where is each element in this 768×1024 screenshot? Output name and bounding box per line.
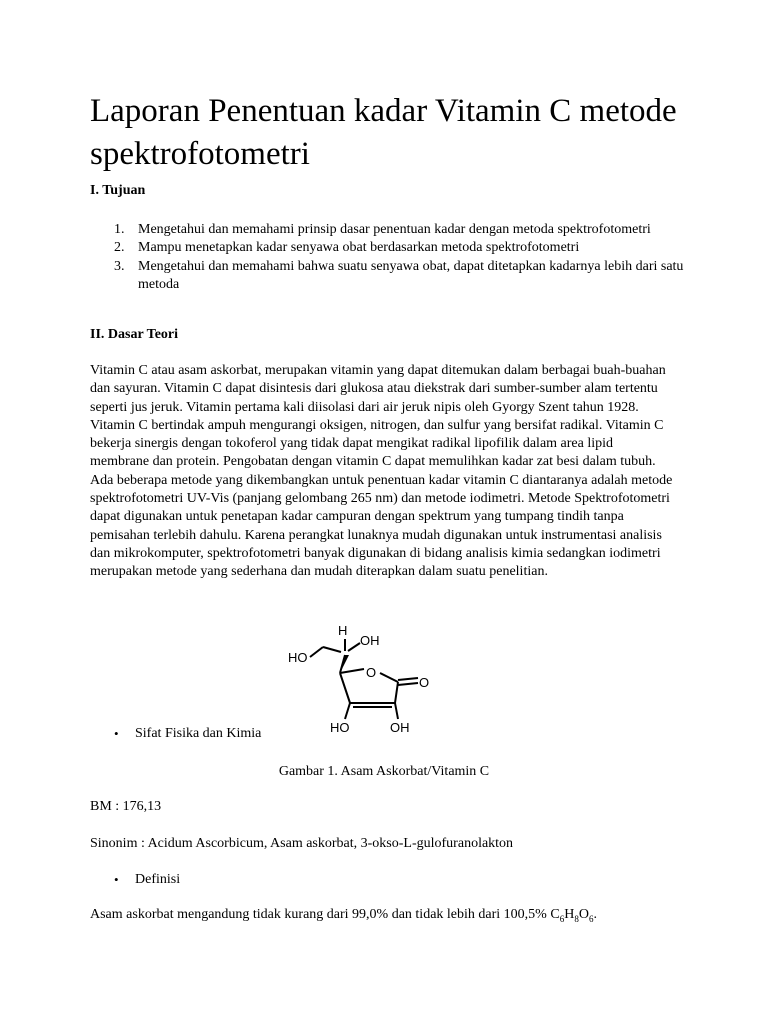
section-heading-tujuan: I. Tujuan [90,183,146,198]
page-title: Laporan Penentuan kadar Vitamin C metode spektrofotometri [90,93,677,172]
formula-c-subscript: 6 [559,913,565,924]
formula-h: H [564,907,575,922]
wedge-bond [340,655,349,673]
list-item [114,239,684,257]
atom-label-o-carbonyl: O [419,675,430,690]
atom-label-o-ring: O [366,665,377,680]
section-heading-dasar-teori: II. Dasar Teori [90,327,179,342]
bullet-definisi: Definisi [135,872,181,887]
tujuan-list [114,221,684,294]
list-item [114,258,684,295]
atom-label-oh-top: OH [360,633,380,648]
structure-bonds [310,639,418,719]
formula-period: . [593,907,597,922]
bullet-sifat-fisika-kimia: Sifat Fisika dan Kimia [135,726,262,741]
atom-label-oh-bottom: OH [390,720,410,735]
ascorbic-acid-structure [280,615,440,740]
formula-o: O [578,907,589,922]
formula-o-subscript: 6 [588,913,594,924]
list-item [114,221,684,239]
sinonim-text: Sinonim : Acidum Ascorbicum, Asam askorbat, 3-okso-L-gulofuranolakton [90,836,514,851]
figure-caption: Gambar 1. Asam Askorbat/Vitamin C [278,764,490,779]
atom-label-ho-left: HO [288,650,308,665]
list-item-number: 2. [114,240,125,256]
list-item-number: 1. [114,222,125,237]
atom-label-h: H [338,623,348,638]
bullet-icon: • [114,872,119,887]
list-item-number: 3. [114,258,125,274]
list-item-text: Mengetahui dan memahami prinsip dasar penentuan kadar dengan metoda spektrofotometri [138,222,651,237]
formula-h-subscript: 8 [574,913,579,924]
bullet-icon: • [114,726,119,741]
definisi-text [90,906,597,928]
list-item-text: Mengetahui dan memahami bahwa suatu senyawa obat, dapat ditetapkan kadarnya lebih dari satu metoda [138,258,684,292]
atom-label-ho-bottom: HO [330,720,350,735]
definisi-sentence: Asam askorbat mengandung tidak kurang dari 99,0% dan tidak lebih dari 100,5% [90,907,551,922]
formula-c: C [550,907,560,922]
dasar-teori-paragraph: Vitamin C atau asam askorbat, merupakan vitamin yang dapat ditemukan dalam berbagai buah-buahan dan sayuran. Vitamin C dapat disintesis dari glukosa atau diekstrak dari sumber-sumber alam tertentu seperti jus jeruk. Vitamin pertama kali diisolasi dari air jeruk nipis oleh Gyorgy Szent tahun 1928. Vitamin C bertindak ampuh mengurangi oksigen, nitrogen, dan sulfur yang bersifat radikal. Vitamin C bekerja sinergis dengan tokoferol yang tidak dapat mengikat radikal lipofilik dalam area lipid membrane dan protein. Pengobatan dengan vitamin C dapat memulihkan kadar zat besi dalam tubuh. Ada beberapa metode yang dikembangkan untuk penentuan kadar vitamin C diantaranya adalah metode spektrofotometri UV-Vis (panjang gelombang 265 nm) dan metode iodimetri. Metode Spektrofotometri dapat digunakan untuk penetapan kadar campuran dengan spektrum yang tumpang tindih tanpa pemisahan terlebih dahulu. Karena perangkat lunaknya mudah digunakan untuk instrumentasi analisis dan mikrokomputer, spektrofotometri banyak digunakan di bidang analisis kimia sedangkan iodimetri merupakan metode yang sederhana dan mudah diterapkan dalam suatu penelitian. [90,363,673,580]
list-item-text: Mampu menetapkan kadar senyawa obat berdasarkan metoda spektrofotometri [138,240,580,256]
bm-text: BM : 176,13 [90,799,162,814]
